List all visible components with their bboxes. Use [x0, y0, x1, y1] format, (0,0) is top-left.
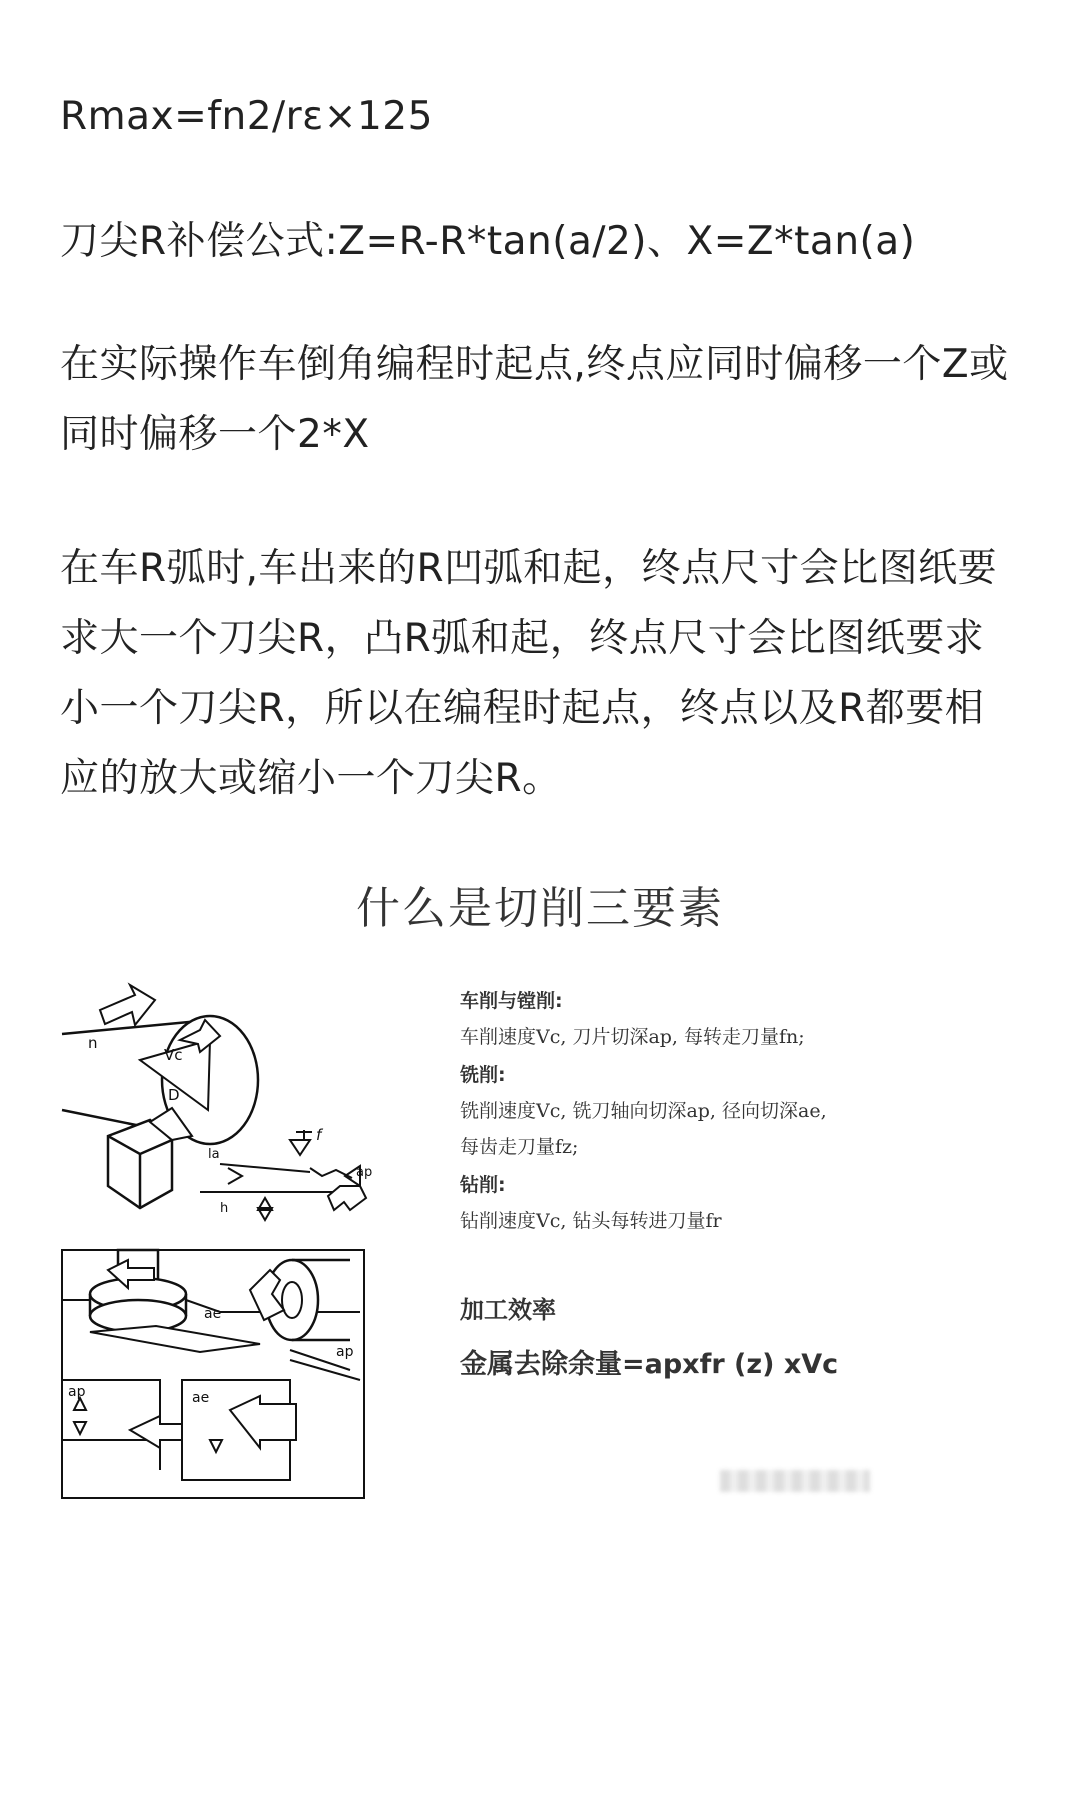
formula-rmax: Rmax=fn2/rε×125	[60, 94, 433, 139]
machining-diagrams	[60, 940, 460, 1500]
blurred-watermark	[720, 1470, 870, 1492]
label-vc: Vc	[164, 1046, 183, 1064]
label-h: h	[220, 1201, 229, 1216]
label-ae-end: ae	[192, 1390, 210, 1406]
turning-diagram	[62, 985, 366, 1220]
cutting-elements-figure	[60, 870, 1020, 1560]
efficiency-heading: 加工效率	[460, 1296, 556, 1324]
arc-programming-note: 在车R弧时,车出来的R凹弧和起，终点尺寸会比图纸要求大一个刀尖R，凸R弧和起，终点尺寸会比图纸要求小一个刀尖R，所以在编程时起点，终点以及R都要相应的放大或缩小一个刀尖R。	[60, 546, 998, 801]
milling-text-1: 铣削速度Vc, 铣刀轴向切深ap, 径向切深ae,	[460, 1100, 827, 1122]
label-ae-milling: ae	[204, 1306, 222, 1322]
figure-title: 什么是切削三要素	[356, 883, 724, 934]
label-f: f	[316, 1126, 322, 1144]
label-ap-end: ap	[68, 1384, 86, 1400]
nose-radius-compensation-formula: 刀尖R补偿公式:Z=R-R*tan(a/2)、X=Z*tan(a)	[60, 219, 916, 264]
label-la: la	[208, 1147, 220, 1162]
drilling-heading: 钻削:	[460, 1174, 506, 1196]
label-d: D	[168, 1086, 180, 1104]
drilling-text: 钻削速度Vc, 钻头每转进刀量fr	[460, 1210, 722, 1232]
turning-text: 车削速度Vc, 刀片切深ap, 每转走刀量fn;	[460, 1026, 805, 1048]
milling-drilling-diagram	[62, 1250, 364, 1498]
milling-heading: 铣削:	[460, 1064, 506, 1086]
label-ap-face: ap	[336, 1344, 354, 1360]
turning-heading: 车削与镗削:	[460, 990, 563, 1012]
label-n: n	[88, 1034, 98, 1052]
milling-text-2: 每齿走刀量fz;	[460, 1136, 579, 1158]
label-ap-turning: ap	[356, 1165, 373, 1180]
removal-formula: 金属去除余量=apxfr (z) xVc	[460, 1349, 839, 1380]
chamfer-programming-note: 在实际操作车倒角编程时起点,终点应同时偏移一个Z或同时偏移一个2*X	[60, 342, 1009, 457]
